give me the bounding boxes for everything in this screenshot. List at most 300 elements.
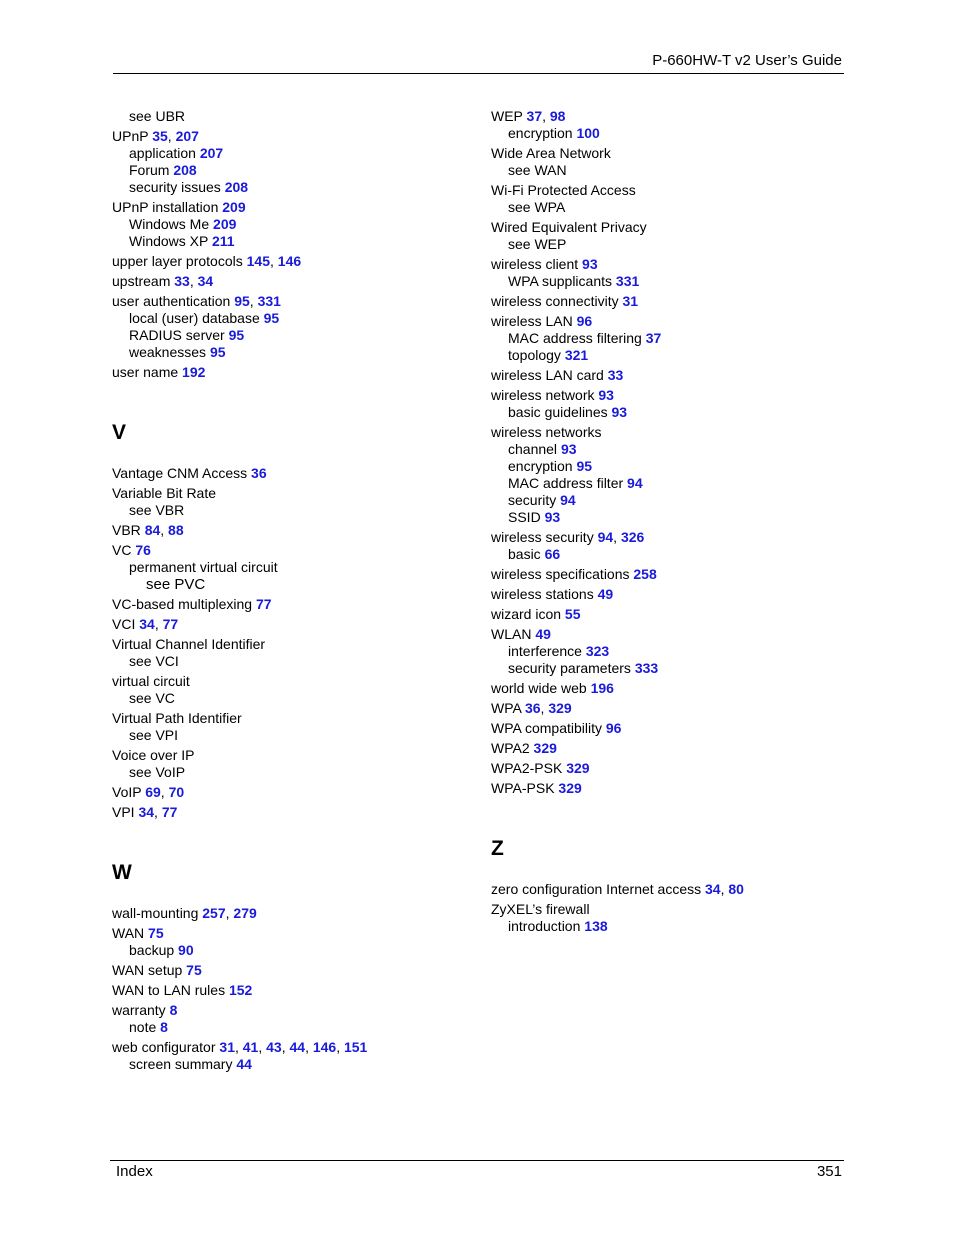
index-term-text: VPI — [112, 804, 135, 820]
index-term-text: Windows Me — [129, 216, 210, 232]
footer-section-name: Index — [116, 1163, 153, 1180]
page-separator: , — [234, 1039, 243, 1055]
index-term-text: UPnP — [112, 128, 149, 144]
index-term-text: upper layer protocols — [112, 253, 243, 269]
index-entry — [491, 760, 851, 777]
page-number-link[interactable]: 75 — [148, 925, 164, 941]
page-number-link[interactable]: 196 — [590, 680, 614, 696]
page-number-link[interactable]: 37 — [526, 108, 543, 124]
page-number-link[interactable]: 93 — [544, 509, 561, 525]
index-term-text: wireless LAN card — [491, 367, 604, 383]
page-number-link[interactable]: 95 — [576, 458, 593, 474]
index-entry — [491, 720, 851, 737]
page-number-link[interactable]: 70 — [168, 784, 185, 800]
page-number-link[interactable]: 94 — [597, 529, 614, 545]
index-term-text: wireless security — [491, 529, 594, 545]
index-term — [491, 566, 851, 583]
index-term-text: permanent virtual circuit — [129, 559, 278, 575]
page-number-link[interactable]: 321 — [564, 347, 589, 363]
index-term-text: user name — [112, 364, 179, 380]
index-entry — [112, 108, 472, 125]
index-term-text: screen summary — [129, 1056, 233, 1072]
index-term — [491, 740, 851, 757]
page-number-link[interactable]: 34 — [138, 804, 155, 820]
index-entry — [112, 522, 472, 539]
page-separator: , — [154, 616, 163, 632]
index-term-text: wireless LAN — [491, 313, 573, 329]
index-subterm — [112, 727, 472, 744]
page-number-link[interactable]: 8 — [169, 1002, 178, 1018]
page-number-link[interactable]: 33 — [607, 367, 624, 383]
index-subterm — [112, 764, 472, 781]
index-entry — [491, 529, 851, 563]
index-term-text: see VCI — [129, 653, 179, 669]
index-subterm — [491, 546, 851, 563]
page-number-link[interactable]: 258 — [633, 566, 657, 582]
page-number-link[interactable]: 138 — [584, 918, 608, 934]
page-number-link[interactable]: 146 — [312, 1039, 337, 1055]
index-term — [112, 673, 472, 690]
index-term-text: VC-based multiplexing — [112, 596, 253, 612]
index-term-text: wireless client — [491, 256, 579, 272]
page-number-link[interactable]: 151 — [343, 1039, 368, 1055]
page-number-link[interactable]: 69 — [145, 784, 161, 800]
index-entry — [491, 566, 851, 583]
index-entry — [112, 673, 472, 707]
index-term-text: Voice over IP — [112, 747, 195, 763]
index-entry — [112, 710, 472, 744]
page-number-link[interactable]: 76 — [135, 542, 151, 558]
index-subterm — [491, 273, 851, 290]
page-number-link[interactable]: 96 — [576, 313, 593, 329]
index-term-text: weaknesses — [129, 344, 207, 360]
index-term — [491, 293, 851, 310]
index-term-text: VoIP — [112, 784, 142, 800]
index-term — [491, 700, 851, 717]
page-separator: , — [270, 253, 278, 269]
page-number-link[interactable]: 192 — [182, 364, 206, 380]
index-term-text: VC — [112, 542, 132, 558]
index-entry — [491, 626, 851, 677]
index-column-right — [491, 108, 851, 938]
page-number-link[interactable]: 34 — [705, 881, 721, 897]
index-subterm — [112, 179, 472, 196]
page-number-link[interactable]: 43 — [266, 1039, 282, 1055]
index-column-left — [112, 108, 472, 1076]
index-term-text: WLAN — [491, 626, 532, 642]
page-number-link[interactable]: 31 — [219, 1039, 235, 1055]
index-entry — [491, 680, 851, 697]
index-subterm — [112, 653, 472, 670]
index-subterm — [491, 236, 851, 253]
page-number-link[interactable]: 41 — [242, 1039, 259, 1055]
index-entry — [112, 982, 472, 999]
page-separator: , — [336, 1039, 344, 1055]
index-term-text: see WPA — [508, 199, 566, 215]
index-subterm — [112, 327, 472, 344]
page-number-link[interactable]: 329 — [566, 760, 590, 776]
page-number-link[interactable]: 77 — [161, 804, 178, 820]
index-entry — [491, 606, 851, 623]
index-entry — [112, 485, 472, 519]
index-term — [112, 542, 472, 559]
index-term-text: introduction — [508, 918, 581, 934]
index-term — [112, 596, 472, 613]
index-term — [491, 529, 851, 546]
index-subterm — [112, 559, 472, 576]
index-term — [491, 424, 851, 441]
index-term — [491, 387, 851, 404]
index-subterm — [491, 347, 851, 364]
index-term-text: Wired Equivalent Privacy — [491, 219, 647, 235]
index-subterm — [112, 1056, 472, 1073]
index-entry — [112, 465, 472, 482]
index-subterm — [491, 162, 851, 179]
index-subterm — [491, 441, 851, 458]
index-entry — [112, 925, 472, 959]
index-term — [112, 1002, 472, 1019]
index-term — [112, 636, 472, 653]
index-letter-heading: Z — [491, 837, 504, 860]
index-term-text: user authentication — [112, 293, 231, 309]
index-term-text: see VBR — [129, 502, 185, 518]
page-number-link[interactable]: 331 — [615, 273, 640, 289]
index-entry — [491, 700, 851, 717]
index-subterm — [112, 145, 472, 162]
index-term — [112, 905, 472, 922]
page-number-link[interactable]: 8 — [160, 1019, 168, 1035]
page-separator: , — [258, 1039, 267, 1055]
page-number-link[interactable]: 207 — [199, 145, 224, 161]
index-term-text: Virtual Path Identifier — [112, 710, 242, 726]
footer-rule — [110, 1160, 844, 1161]
index-term-text: world wide web — [491, 680, 587, 696]
index-entry — [491, 780, 851, 797]
index-entry — [112, 542, 472, 593]
page-separator: , — [720, 881, 729, 897]
index-term — [491, 586, 851, 603]
index-term-text: see PVC — [146, 576, 206, 593]
page-number-link[interactable]: 44 — [289, 1039, 306, 1055]
index-subterm — [112, 502, 472, 519]
page-separator: , — [540, 700, 549, 716]
index-term-text: VCI — [112, 616, 136, 632]
index-term-text: WEP — [491, 108, 523, 124]
page-number-link[interactable]: 36 — [524, 700, 541, 716]
page-number-link[interactable]: 333 — [634, 660, 659, 676]
page-number-link[interactable]: 95 — [234, 293, 250, 309]
index-term-text: see WAN — [508, 162, 567, 178]
index-term-text: security — [508, 492, 557, 508]
index-subterm — [112, 1019, 472, 1036]
index-term — [491, 606, 851, 623]
index-term — [491, 881, 851, 898]
page-separator: , — [167, 128, 176, 144]
index-entry — [112, 199, 472, 250]
index-term-text: see UBR — [129, 108, 186, 124]
page-separator: , — [160, 522, 169, 538]
index-term-text: MAC address filtering — [508, 330, 642, 346]
index-subterm — [112, 690, 472, 707]
index-term-text: Forum — [129, 162, 170, 178]
page-number-link[interactable]: 145 — [246, 253, 270, 269]
index-term-text: wall-mounting — [112, 905, 199, 921]
index-entry — [112, 293, 472, 361]
index-term-text: basic — [508, 546, 541, 562]
page-number-link[interactable]: 98 — [549, 108, 566, 124]
index-term-text: encryption — [508, 125, 573, 141]
page-number-link[interactable]: 75 — [186, 962, 202, 978]
index-letter-heading: V — [112, 421, 127, 444]
page-number-link[interactable]: 44 — [236, 1056, 252, 1072]
index-term-text: warranty — [112, 1002, 166, 1018]
page-number-link[interactable]: 77 — [255, 596, 272, 612]
index-entry — [112, 616, 472, 633]
page-number-link[interactable]: 93 — [582, 256, 598, 272]
page-number-link[interactable]: 34 — [197, 273, 214, 289]
index-subterm — [112, 233, 472, 250]
index-term-text: WAN — [112, 925, 145, 941]
index-term-text: WPA-PSK — [491, 780, 555, 796]
page-number-link[interactable]: 80 — [728, 881, 744, 897]
page-number-link[interactable]: 88 — [168, 522, 184, 538]
index-term-text: WAN to LAN rules — [112, 982, 226, 998]
index-subterm — [112, 108, 472, 125]
index-subterm — [491, 643, 851, 660]
page-number-link[interactable]: 208 — [173, 162, 197, 178]
page-number-link[interactable]: 329 — [533, 740, 557, 756]
page-number-link[interactable]: 95 — [263, 310, 280, 326]
index-entry — [112, 364, 472, 381]
index-subterm — [112, 310, 472, 327]
index-entry — [491, 901, 851, 935]
page-separator: , — [160, 784, 169, 800]
index-entry — [491, 256, 851, 290]
page-number-link[interactable]: 96 — [605, 720, 622, 736]
index-term-text: Variable Bit Rate — [112, 485, 217, 501]
index-entry — [112, 253, 472, 270]
index-term-text: WPA2 — [491, 740, 530, 756]
page-number-link[interactable]: 49 — [535, 626, 551, 642]
page-number-link[interactable]: 146 — [277, 253, 302, 269]
page-separator: , — [249, 293, 258, 309]
index-letter-heading: W — [112, 861, 132, 884]
index-term-text: Wi-Fi Protected Access — [491, 182, 636, 198]
index-term — [491, 108, 851, 125]
index-term-text: note — [129, 1019, 157, 1035]
index-term — [491, 780, 851, 797]
index-entry — [112, 962, 472, 979]
page-number-link[interactable]: 323 — [585, 643, 610, 659]
index-term — [491, 901, 851, 918]
page-number-link[interactable]: 94 — [627, 475, 643, 491]
index-term — [112, 128, 472, 145]
index-entry — [491, 424, 851, 526]
index-subterm — [491, 330, 851, 347]
index-subterm — [112, 942, 472, 959]
page-number-link[interactable]: 34 — [139, 616, 155, 632]
index-entry — [491, 313, 851, 364]
index-term — [491, 256, 851, 273]
index-subterm — [112, 216, 472, 233]
index-entry — [112, 804, 472, 821]
page-number-link[interactable]: 329 — [558, 780, 582, 796]
index-term-text: channel — [508, 441, 558, 457]
index-term-text: wireless stations — [491, 586, 594, 602]
index-term-text: WAN setup — [112, 962, 183, 978]
index-term-text: zero configuration Internet access — [491, 881, 702, 897]
page-number-link[interactable]: 93 — [598, 387, 614, 403]
page-number-link[interactable]: 279 — [233, 905, 257, 921]
index-term — [491, 626, 851, 643]
index-term-text: see VPI — [129, 727, 179, 743]
index-term — [112, 616, 472, 633]
index-term — [491, 219, 851, 236]
index-entry — [112, 1002, 472, 1036]
index-subterm — [491, 199, 851, 216]
index-subterm — [491, 458, 851, 475]
index-entry — [491, 586, 851, 603]
index-entry — [491, 293, 851, 310]
index-term-text: VBR — [112, 522, 141, 538]
index-term-text: SSID — [508, 509, 541, 525]
page-separator: , — [225, 905, 234, 921]
index-term — [112, 804, 472, 821]
index-entry — [491, 219, 851, 253]
index-term — [112, 364, 472, 381]
page-separator: , — [305, 1039, 313, 1055]
page-number-link[interactable]: 90 — [178, 942, 194, 958]
index-term-text: backup — [129, 942, 175, 958]
index-term-text: WPA — [491, 700, 522, 716]
page-number-link[interactable]: 31 — [622, 293, 639, 309]
page-number-link[interactable]: 37 — [645, 330, 662, 346]
page-separator: , — [542, 108, 550, 124]
index-term-text: WPA compatibility — [491, 720, 602, 736]
index-term-text: basic guidelines — [508, 404, 608, 420]
index-term-text: see VC — [129, 690, 175, 706]
page-number-link[interactable]: 152 — [228, 982, 253, 998]
page-number-link[interactable]: 329 — [548, 700, 572, 716]
index-term — [491, 145, 851, 162]
page-number-link[interactable]: 207 — [175, 128, 199, 144]
index-term-text: see WEP — [508, 236, 567, 252]
index-term — [112, 962, 472, 979]
index-term-text: wireless networks — [491, 424, 602, 440]
index-subterm — [491, 475, 851, 492]
page-number-link[interactable]: 211 — [212, 233, 235, 249]
page-separator: , — [189, 273, 198, 289]
index-term-text: wireless network — [491, 387, 595, 403]
index-term — [491, 680, 851, 697]
index-term-text: Vantage CNM Access — [112, 465, 248, 481]
running-header-title: P-660HW-T v2 User’s Guide — [652, 52, 842, 69]
index-term — [491, 182, 851, 199]
page-number-link[interactable]: 100 — [576, 125, 600, 141]
index-entry — [491, 740, 851, 757]
index-term-text: upstream — [112, 273, 171, 289]
page-number-link[interactable]: 93 — [560, 441, 577, 457]
page-separator: , — [281, 1039, 290, 1055]
index-term-text: wizard icon — [491, 606, 562, 622]
page-number-link[interactable]: 257 — [202, 905, 226, 921]
index-term-text: web configurator — [112, 1039, 216, 1055]
index-entry — [491, 182, 851, 216]
index-entry — [491, 387, 851, 421]
page-number-link[interactable]: 33 — [174, 273, 190, 289]
index-term-text: virtual circuit — [112, 673, 190, 689]
page-separator: , — [613, 529, 621, 545]
index-term — [112, 465, 472, 482]
index-term — [112, 293, 472, 310]
index-entry — [112, 747, 472, 781]
page-number-link[interactable]: 49 — [597, 586, 614, 602]
page-number-link[interactable]: 66 — [544, 546, 561, 562]
index-term — [491, 720, 851, 737]
index-term-text: interference — [508, 643, 582, 659]
index-term — [112, 273, 472, 290]
header-rule — [113, 73, 844, 74]
index-term-text: encryption — [508, 458, 573, 474]
index-entry — [491, 145, 851, 179]
page-number-link[interactable]: 208 — [224, 179, 249, 195]
index-entry — [491, 108, 851, 142]
index-term — [112, 784, 472, 801]
index-term-text: Windows XP — [129, 233, 209, 249]
footer-page-number: 351 — [816, 1163, 842, 1180]
index-term-text: topology — [508, 347, 561, 363]
index-subterm — [491, 125, 851, 142]
page-separator: , — [154, 804, 162, 820]
index-entry — [112, 1039, 472, 1073]
page-number-link[interactable]: 326 — [620, 529, 645, 545]
page-number-link[interactable]: 84 — [144, 522, 161, 538]
index-entry — [491, 881, 851, 898]
page-number-link[interactable]: 95 — [228, 327, 245, 343]
page-number-link[interactable]: 77 — [162, 616, 179, 632]
page-number-link[interactable]: 95 — [209, 344, 226, 360]
index-term-text: WPA supplicants — [508, 273, 613, 289]
index-term — [112, 522, 472, 539]
index-term — [112, 199, 472, 216]
index-term-text: UPnP installation — [112, 199, 219, 215]
page-number-link[interactable]: 35 — [152, 128, 168, 144]
index-term-text: RADIUS server — [129, 327, 225, 343]
index-entry — [112, 784, 472, 801]
index-subterm — [491, 404, 851, 421]
page-number-link[interactable]: 93 — [611, 404, 628, 420]
index-entry — [112, 636, 472, 670]
index-entry — [112, 128, 472, 196]
index-term — [112, 747, 472, 764]
index-entry — [112, 273, 472, 290]
index-subterm — [491, 509, 851, 526]
page-number-link[interactable]: 94 — [560, 492, 576, 508]
page-number-link[interactable]: 331 — [257, 293, 281, 309]
index-term — [112, 710, 472, 727]
index-term-text: wireless specifications — [491, 566, 630, 582]
page-number-link[interactable]: 36 — [251, 465, 267, 481]
page-number-link[interactable]: 55 — [564, 606, 581, 622]
index-entry — [491, 367, 851, 384]
index-term — [112, 925, 472, 942]
index-term-text: see VoIP — [129, 764, 186, 780]
index-subterm — [491, 918, 851, 935]
index-subterm — [491, 660, 851, 677]
page-number-link[interactable]: 209 — [213, 216, 237, 232]
page-number-link[interactable]: 209 — [222, 199, 246, 215]
index-term-text: wireless connectivity — [491, 293, 619, 309]
